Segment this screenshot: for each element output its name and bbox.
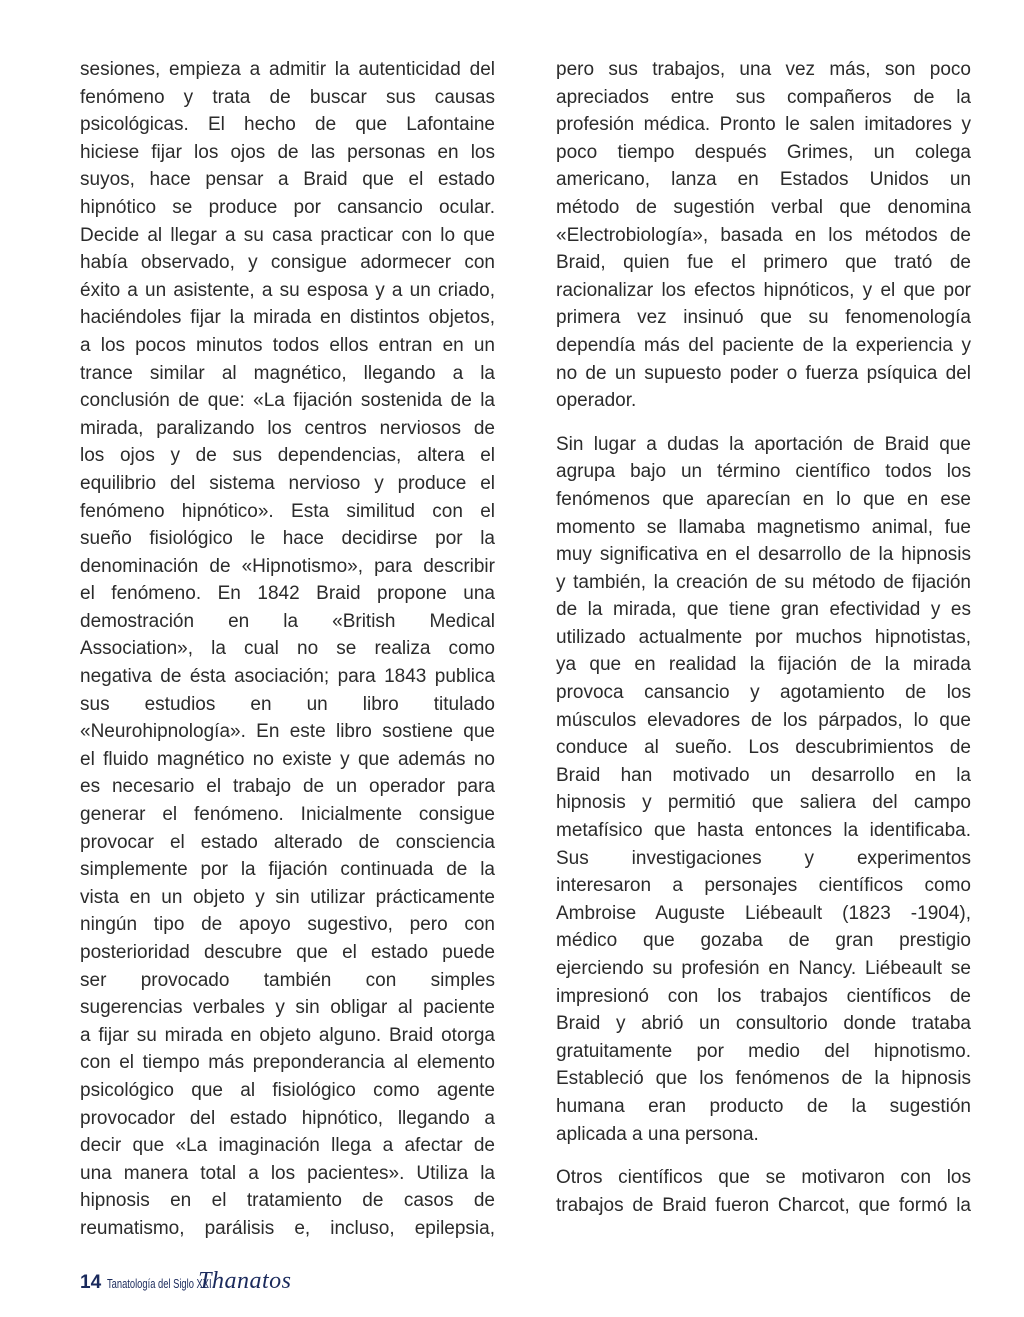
paragraph <box>556 431 971 1148</box>
text-line: a los pocos minutos todos ellos entran en un <box>80 334 495 356</box>
text-line: ningún tipo de apoyo sugestivo, pero con <box>80 914 495 936</box>
brand-logo: Thanatos <box>198 1268 292 1294</box>
text-line: el fenómeno. En 1842 Braid propone una <box>80 583 495 605</box>
text-line: racionalizar los efectos hipnóticos, y el que por <box>556 279 971 301</box>
text-line: el fluido magnético no existe y que además no <box>80 748 495 770</box>
text-line: haciéndoles fijar la mirada en distintos objetos, <box>80 307 495 329</box>
text-line: muy significativa en el desarrollo de la hipnosis <box>556 544 971 566</box>
text-line: hiciese fijar los ojos de las personas en los <box>80 141 495 163</box>
text-line: provocador del estado hipnótico, llegando a <box>80 1107 495 1129</box>
text-line: «Neurohipnología». En este libro sostiene que <box>80 721 495 743</box>
text-line: reumatismo, parálisis e, incluso, epilepsia, <box>80 1217 495 1239</box>
text-line: profesión médica. Pronto le salen imitadores y <box>556 114 971 136</box>
text-line: Sus investigaciones y experimentos <box>556 847 971 869</box>
text-line: a fijar su mirada en objeto alguno. Braid otorga <box>80 1024 495 1046</box>
text-line: fenómeno hipnótico». Esta similitud con el <box>80 500 495 522</box>
text-line: una manera total a los pacientes». Utiliza la <box>80 1162 495 1184</box>
text-line: momento se llamaba magnetismo animal, fue <box>556 516 971 538</box>
text-line: de la mirada, que tiene gran efectividad y es <box>556 599 971 621</box>
text-line: «Electrobiología», basada en los métodos de <box>556 224 971 246</box>
text-line: agrupa bajo un término científico todos los <box>556 461 971 483</box>
text-line: hipnosis y permitió que saliera del campo <box>556 792 971 814</box>
text-line: Ambroise Auguste Liébeault (1823 -1904), <box>556 902 971 924</box>
text-line: conclusión de que: «La fijación sostenida de la <box>80 390 495 412</box>
text-line: hipnótico se produce por cansancio ocular. <box>80 196 495 218</box>
text-line: pero sus trabajos, una vez más, son poco <box>556 59 971 80</box>
text-line: impresionó con los trabajos científicos de <box>556 985 971 1007</box>
text-line: posterioridad descubre que el estado puede <box>80 942 495 963</box>
text-line: sesiones, empieza a admitir la autenticidad del <box>80 59 495 80</box>
text-line: primera vez insinuó que su fenomenología <box>556 307 971 329</box>
text-line: Decide al llegar a su casa practicar con lo que <box>80 224 495 246</box>
page-footer <box>80 1268 292 1298</box>
text-line: simplemente por la fijación continuada de la <box>80 859 495 881</box>
text-line: aplicada a una persona. <box>556 1123 759 1145</box>
left-column <box>80 56 495 1243</box>
text-line: vista en un objeto y sin utilizar prácticamente <box>80 886 495 908</box>
text-line: mirada, paralizando los centros nerviosos de <box>80 417 495 439</box>
text-line: ejerciendo su profesión en Nancy. Liébeault se <box>556 958 971 979</box>
text-line: apreciados entre sus compañeros de la <box>556 86 971 108</box>
text-line: los ojos y de sus dependencias, altera el <box>80 445 495 467</box>
text-line: americano, lanza en Estados Unidos un <box>556 169 971 191</box>
text-line: provocar el estado alterado de consciencia <box>80 831 495 853</box>
text-line: éxito a un asistente, a su esposa y a un criado, <box>80 279 495 301</box>
text-line: psicológico que al fisiológico como agente <box>80 1079 495 1101</box>
text-line: denominación de «Hipnotismo», para describir <box>80 555 495 577</box>
page-number: 14 <box>80 1272 102 1293</box>
text-line: es necesario el trabajo de un operador para <box>80 776 495 798</box>
text-line: dependía más del paciente de la experiencia y <box>556 334 971 356</box>
text-line: hipnosis en el tratamiento de casos de <box>80 1190 495 1212</box>
text-line: generar el fenómeno. Inicialmente consigue <box>80 804 495 826</box>
text-line: fenómeno y trata de buscar sus causas <box>80 86 495 108</box>
text-line: había observado, y consigue adormecer con <box>80 252 495 274</box>
text-line: y también, la creación de su método de fijación <box>556 571 971 593</box>
text-line: sugerencias verbales y sin obligar al paciente <box>80 997 495 1019</box>
text-line: equilibrio del sistema nervioso y produce el <box>80 472 495 494</box>
text-line: decir que «La imaginación llega a afectar de <box>80 1135 495 1157</box>
text-line: gratuitamente por medio del hipnotismo. <box>556 1040 971 1062</box>
paragraph-gap <box>556 1148 971 1164</box>
text-line: Braid han motivado un desarrollo en la <box>556 764 971 786</box>
text-line: poco tiempo después Grimes, un colega <box>556 141 971 163</box>
text-line: trance similar al magnético, llegando a la <box>80 362 495 384</box>
text-line: método de sugestión verbal que denomina <box>556 196 971 218</box>
text-line: humana eran producto de la sugestión <box>556 1095 971 1117</box>
text-line: sus estudios en un libro titulado <box>80 693 495 715</box>
text-line: Braid, quien fue el primero que trató de <box>556 252 971 274</box>
text-line: negativa de ésta asociación; para 1843 publica <box>80 666 495 688</box>
text-line: ser provocado también con simples <box>80 969 495 991</box>
text-line: trabajos de Braid fueron Charcot, que formó la <box>556 1194 971 1216</box>
paragraph <box>556 56 971 415</box>
text-line: suyos, hace pensar a Braid que el estado <box>80 169 495 191</box>
text-line: con el tiempo más preponderancia al elemento <box>80 1052 495 1074</box>
text-line: Estableció que los fenómenos de la hipnosis <box>556 1068 971 1090</box>
text-line: sueño fisiológico le hace decidirse por la <box>80 528 495 550</box>
text-line: Association», la cual no se realiza como <box>80 638 495 660</box>
text-line: utilizado actualmente por muchos hipnotistas, <box>556 626 971 648</box>
text-line: Sin lugar a dudas la aportación de Braid que <box>556 433 971 455</box>
text-line: psicológicas. El hecho de que Lafontaine <box>80 114 495 136</box>
text-line: ya que en realidad la fijación de la mirada <box>556 654 971 676</box>
text-line: operador. <box>556 390 637 412</box>
paragraph-gap <box>556 415 971 431</box>
text-line: Otros científicos que se motivaron con los <box>556 1167 971 1189</box>
text-line: fenómenos que aparecían en lo que en ese <box>556 488 971 510</box>
text-line: no de un supuesto poder o fuerza psíquica del <box>556 362 971 384</box>
publication-name: Tanatología del Siglo XXI. <box>107 1276 215 1291</box>
text-line: metafísico que hasta entonces la identificaba. <box>556 820 971 842</box>
text-line: provoca cansancio y agotamiento de los <box>556 682 971 704</box>
text-line: interesaron a personajes científicos como <box>556 875 971 897</box>
paragraph <box>556 1164 971 1219</box>
right-column <box>556 56 971 1219</box>
text-line: demostración en la «British Medical <box>80 610 495 632</box>
text-line: Braid y abrió un consultorio donde trataba <box>556 1013 971 1035</box>
text-line: médico que gozaba de gran prestigio <box>556 930 971 952</box>
text-line: conduce al sueño. Los descubrimientos de <box>556 737 971 759</box>
text-line: músculos elevadores de los párpados, lo que <box>556 709 971 731</box>
